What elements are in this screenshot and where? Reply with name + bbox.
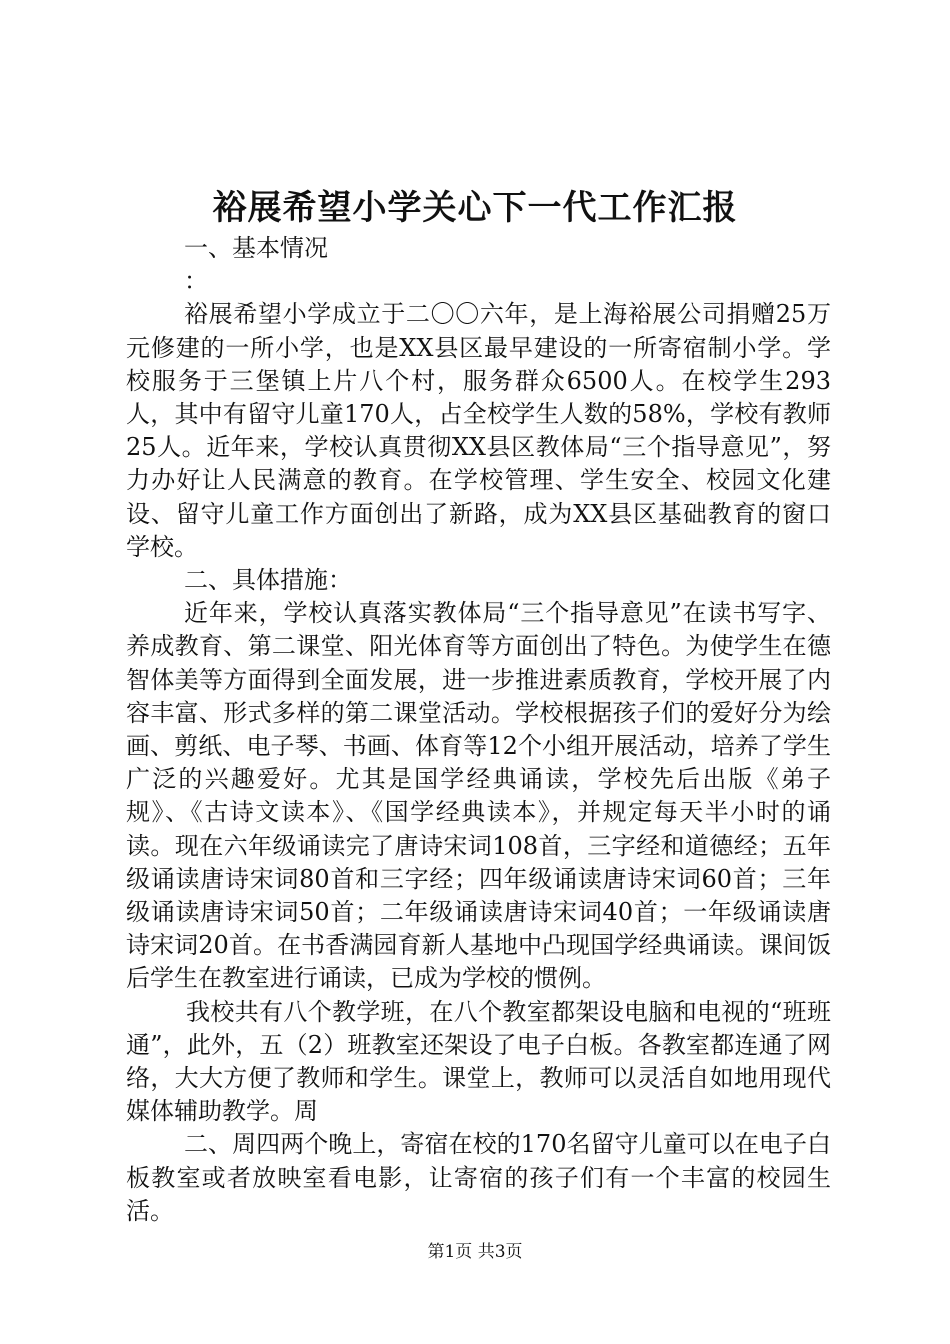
document-title: 裕展希望小学关心下一代工作汇报 — [212, 188, 738, 228]
section1-heading: 一、基本情况 — [184, 234, 328, 262]
paragraph-basic-info: 裕展希望小学成立于二〇〇六年，是上海裕展公司捐赠25万元修建的一所小学，也是XX县区最早建设的一所寄宿制小学。学校服务于三堡镇上片八个村，服务群众6500人。在校学生293人，其中有留守儿童170人，占全校学生人数的58%，学校有教师25人。近年来，学校认真贯彻XX县区教体局“三个指导意见”，努力办好让人民满意的教育。在学校管理、学生安全、校园文化建设、留守儿童工作方面创出了新路，成为XX县区基础教育的窗口学校。 — [126, 300, 831, 561]
page-footer: 第1页 共3页 — [427, 1242, 523, 1262]
paragraph-equipment: 我校共有八个教学班，在八个教室都架设电脑和电视的“班班通”，此外，五（2）班教室还架设了电子白板。各教室都连通了网络，大大方便了教师和学生。课堂上，教师可以灵活自如地用现代媒体辅助教学。周 — [126, 997, 831, 1126]
paragraph-evening-activities: 二、周四两个晚上，寄宿在校的170名留守儿童可以在电子白板教室或者放映室看电影，让寄宿的孩子们有一个丰富的校园生活。 — [126, 1130, 831, 1225]
document-body — [126, 232, 831, 1228]
paragraph-measures: 近年来，学校认真落实教体局“三个指导意见”在读书写字、养成教育、第二课堂、阳光体育等方面创出了特色。为使学生在德智体美等方面得到全面发展，进一步推进素质教育，学校开展了内容丰富、形式多样的第二课堂活动。学校根据孩子们的爱好分为绘画、剪纸、电子琴、书画、体育等12个小组开展活动，培养了学生广泛的兴趣爱好。尤其是国学经典诵读，学校先后出版《弟子规》、《古诗文读本》、《国学经典读本》，并规定每天半小时的诵读。现在六年级诵读完了唐诗宋词108首，三字经和道德经；五年级诵读唐诗宋词80首和三字经；四年级诵读唐诗宋词60首；三年级诵读唐诗宋词50首；二年级诵读唐诗宋词40首；一年级诵读唐诗宋词20首。在书香满园育新人基地中凸现国学经典诵读。课间饭后学生在教室进行诵读，已成为学校的惯例。 — [126, 599, 831, 993]
section1-colon: ： — [184, 267, 208, 296]
section2-heading: 二、具体措施： — [184, 566, 352, 595]
